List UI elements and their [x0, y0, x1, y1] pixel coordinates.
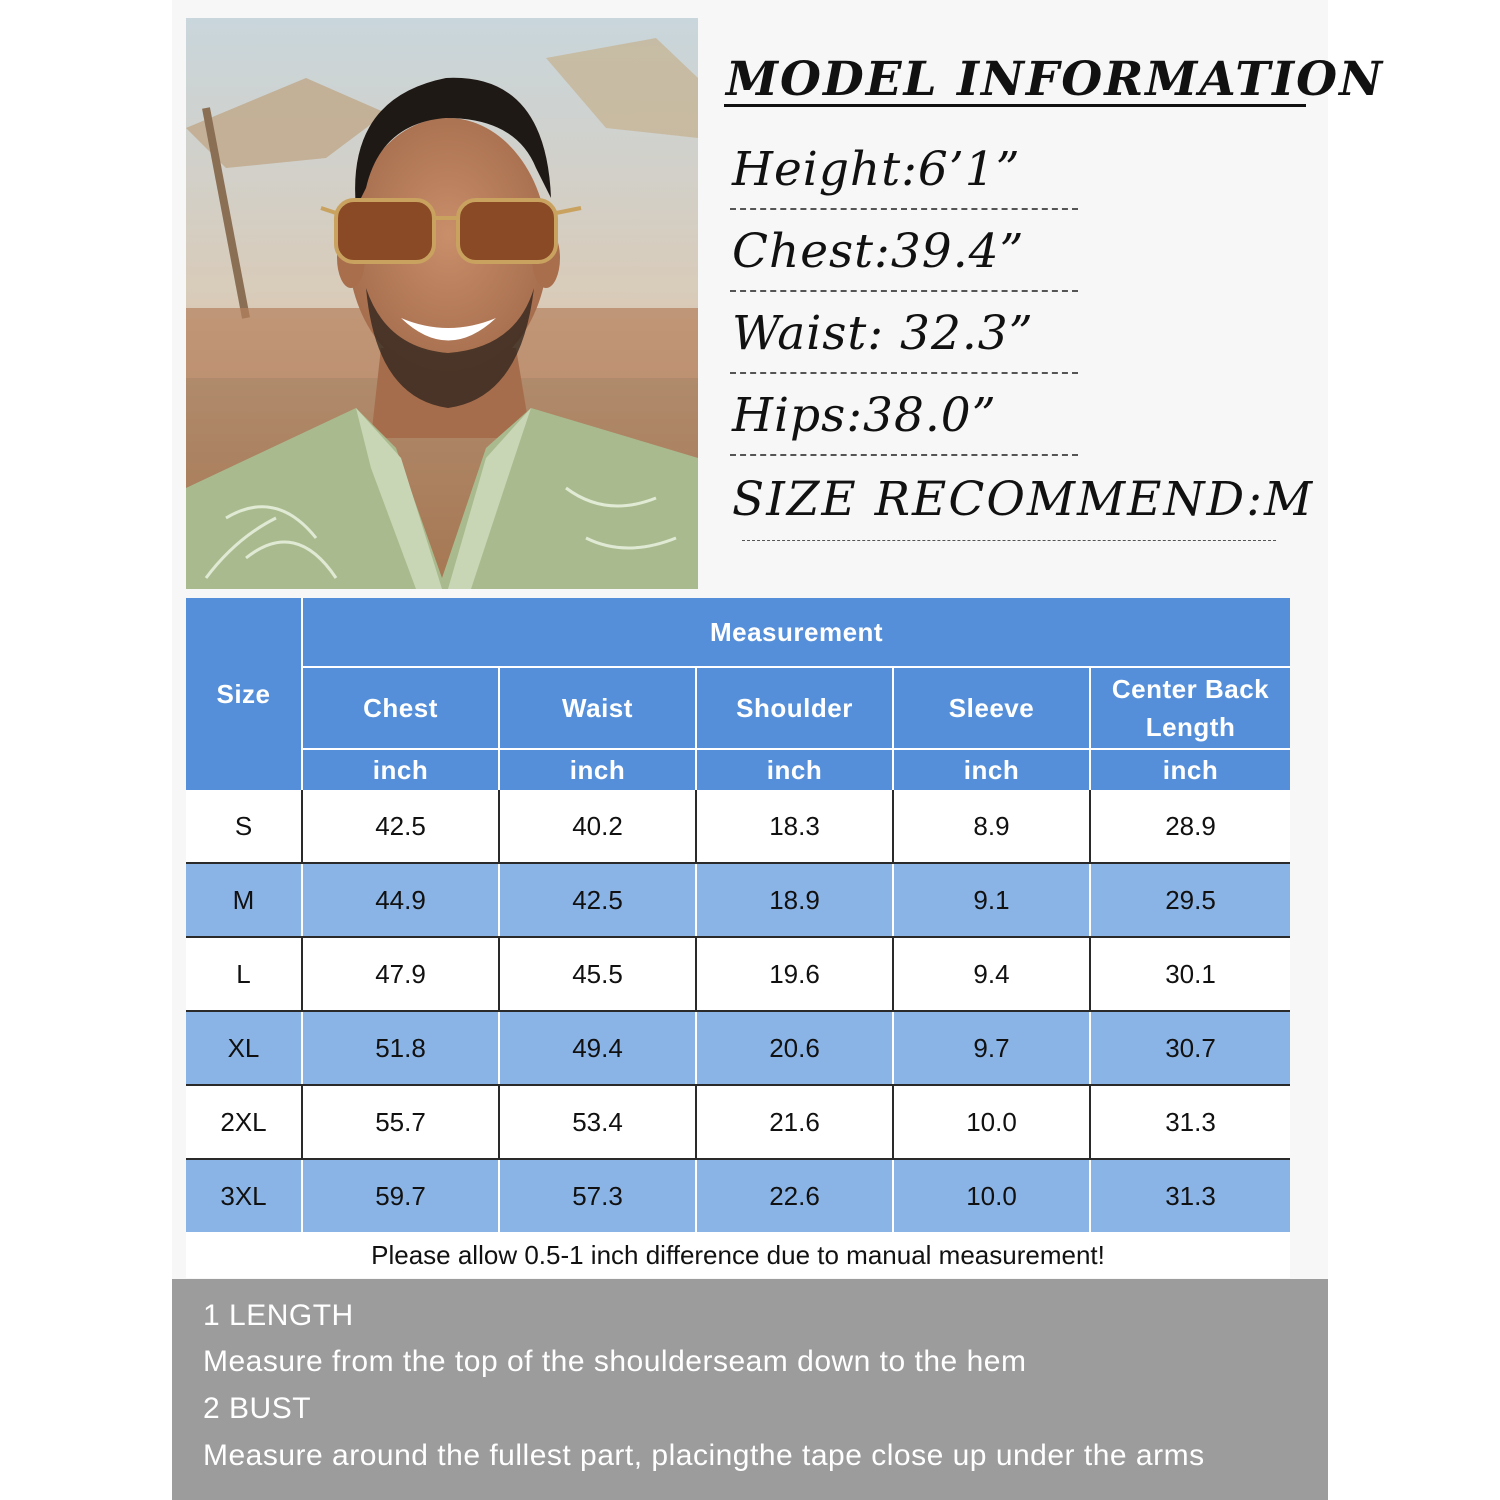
chest-divider: [730, 290, 1078, 292]
model-info-title: MODEL INFORMATION: [726, 52, 1385, 107]
size-recommendation: SIZE RECOMMEND:M: [732, 472, 1315, 527]
waist-cell: 57.3: [499, 1159, 696, 1233]
table-row: [186, 1085, 1290, 1159]
chest-cell: 44.9: [302, 863, 499, 937]
column-header-chest: Chest: [302, 667, 499, 749]
height-divider: [730, 208, 1078, 210]
sleeve-cell: 10.0: [893, 1085, 1090, 1159]
waist-cell: 40.2: [499, 790, 696, 863]
guide-bust-title: 2 BUST: [203, 1392, 312, 1425]
center-back-length-cell: 31.3: [1090, 1085, 1290, 1159]
column-header-shoulder: Shoulder: [696, 667, 893, 749]
unit-label: inch: [696, 749, 893, 790]
size-cell: 2XL: [186, 1085, 302, 1159]
center-back-length-cell: 28.9: [1090, 790, 1290, 863]
title-underline: [724, 104, 1306, 107]
waist-divider: [730, 372, 1078, 374]
shoulder-cell: 22.6: [696, 1159, 893, 1233]
shoulder-cell: 18.9: [696, 863, 893, 937]
model-photo: [186, 18, 698, 589]
guide-length-text: Measure from the top of the shoulderseam down to the hem: [203, 1345, 1027, 1378]
measurement-header: Measurement: [302, 598, 1290, 667]
guide-length-title: 1 LENGTH: [203, 1299, 354, 1332]
column-header-row: [186, 667, 1290, 749]
sleeve-cell: 10.0: [893, 1159, 1090, 1233]
table-row: [186, 1011, 1290, 1085]
column-header-sleeve: Sleeve: [893, 667, 1090, 749]
unit-label: inch: [302, 749, 499, 790]
sleeve-cell: 9.1: [893, 863, 1090, 937]
table-row: [186, 937, 1290, 1011]
table-row: [186, 863, 1290, 937]
chest-cell: 59.7: [302, 1159, 499, 1233]
center-back-length-cell: 30.1: [1090, 937, 1290, 1011]
unit-row: [186, 749, 1290, 790]
model-waist: Waist: 32.3”: [732, 306, 1034, 361]
chest-cell: 47.9: [302, 937, 499, 1011]
shoulder-cell: 18.3: [696, 790, 893, 863]
table-header-row: [186, 598, 1290, 667]
chest-cell: 55.7: [302, 1085, 499, 1159]
column-header-waist: Waist: [499, 667, 696, 749]
sleeve-cell: 9.7: [893, 1011, 1090, 1085]
table-row: [186, 1159, 1290, 1233]
column-header-center-back-length: Center Back Length: [1090, 667, 1290, 749]
hips-divider: [730, 454, 1078, 456]
center-back-length-cell: 30.7: [1090, 1011, 1290, 1085]
unit-label: inch: [1090, 749, 1290, 790]
size-chart-table: [186, 598, 1290, 1234]
shoulder-cell: 21.6: [696, 1085, 893, 1159]
waist-cell: 53.4: [499, 1085, 696, 1159]
center-back-length-cell: 29.5: [1090, 863, 1290, 937]
table-row: [186, 790, 1290, 863]
waist-cell: 49.4: [499, 1011, 696, 1085]
size-header: Size: [186, 598, 302, 790]
sleeve-cell: 8.9: [893, 790, 1090, 863]
model-hips: Hips:38.0”: [732, 388, 997, 443]
size-cell: 3XL: [186, 1159, 302, 1233]
recommend-divider: [742, 540, 1276, 541]
chest-cell: 42.5: [302, 790, 499, 863]
size-cell: S: [186, 790, 302, 863]
model-height: Height:6’1”: [732, 142, 1021, 197]
waist-cell: 45.5: [499, 937, 696, 1011]
sleeve-cell: 9.4: [893, 937, 1090, 1011]
model-chest: Chest:39.4”: [732, 224, 1025, 279]
shoulder-cell: 19.6: [696, 937, 893, 1011]
unit-label: inch: [893, 749, 1090, 790]
measurement-note: Please allow 0.5-1 inch difference due to manual measurement!: [186, 1232, 1290, 1278]
size-cell: M: [186, 863, 302, 937]
unit-label: inch: [499, 749, 696, 790]
center-back-length-cell: 31.3: [1090, 1159, 1290, 1233]
waist-cell: 42.5: [499, 863, 696, 937]
model-illustration: [186, 18, 698, 589]
size-cell: L: [186, 937, 302, 1011]
shoulder-cell: 20.6: [696, 1011, 893, 1085]
size-cell: XL: [186, 1011, 302, 1085]
guide-bust-text: Measure around the fullest part, placingthe tape close up under the arms: [203, 1439, 1205, 1472]
chest-cell: 51.8: [302, 1011, 499, 1085]
measuring-guide: [172, 1279, 1328, 1500]
